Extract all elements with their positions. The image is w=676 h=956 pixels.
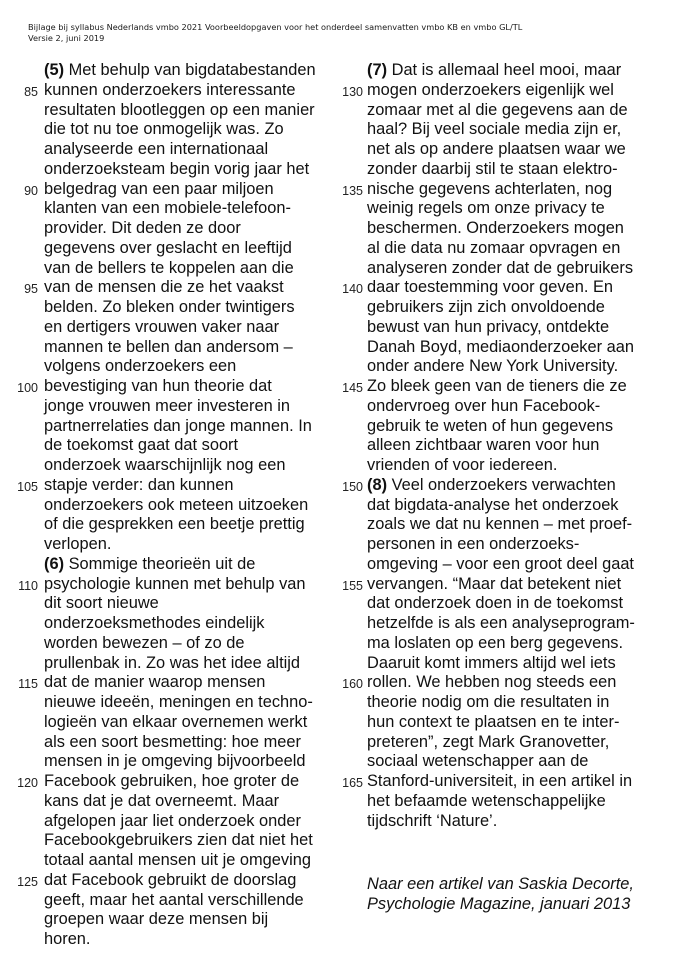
line-body: sociaal wetenschapper aan de xyxy=(367,752,589,771)
line-body: psychologie kunnen met behulp van xyxy=(44,574,306,593)
line-text xyxy=(367,259,633,279)
text-line xyxy=(330,397,676,417)
line-text xyxy=(44,61,316,81)
line-body: volgens onderzoekers een xyxy=(44,357,237,376)
line-text xyxy=(367,199,605,219)
line-text xyxy=(367,140,626,160)
line-number: 150 xyxy=(342,479,363,494)
line-text xyxy=(367,456,557,476)
text-line xyxy=(0,338,335,358)
text-line xyxy=(330,239,676,259)
line-text xyxy=(44,456,285,476)
line-body: resultaten blootleggen op een manier xyxy=(44,100,315,119)
line-body: Zo bleek geen van de tieners die ze xyxy=(367,377,627,395)
text-line xyxy=(0,101,335,121)
text-line xyxy=(0,891,335,911)
line-text xyxy=(367,318,609,338)
line-text xyxy=(367,338,634,358)
line-text xyxy=(44,436,238,456)
line-text xyxy=(44,496,308,516)
text-line xyxy=(0,831,335,851)
line-text xyxy=(44,278,284,298)
text-line xyxy=(330,357,676,377)
line-text xyxy=(44,239,292,259)
text-line xyxy=(0,456,335,476)
text-line xyxy=(0,81,335,101)
line-text xyxy=(367,219,624,239)
line-text xyxy=(44,910,268,930)
text-line xyxy=(0,61,335,81)
line-body: mogen onderzoekers eigenlijk wel xyxy=(367,80,614,99)
line-body: nische gegevens achterlaten, nog xyxy=(367,179,613,198)
text-line xyxy=(0,654,335,674)
line-body: onderzoekers ook meteen uitzoeken xyxy=(44,495,309,514)
line-body: daar toestemming voor geven. En xyxy=(367,278,613,297)
line-body: Stanford-universiteit, in een artikel in xyxy=(367,772,633,790)
text-line xyxy=(330,792,676,812)
text-line xyxy=(330,634,676,654)
line-text xyxy=(44,535,111,555)
line-body: hetzelfde is als een analyseprogram- xyxy=(367,614,635,632)
text-line xyxy=(0,476,335,496)
line-text xyxy=(367,733,609,753)
text-line xyxy=(0,496,335,516)
line-text xyxy=(44,101,315,121)
line-text xyxy=(367,417,613,437)
line-body: gebruikers zijn zich onvoldoende xyxy=(367,298,605,316)
line-body: verlopen. xyxy=(44,535,112,553)
text-line xyxy=(330,713,676,733)
text-line xyxy=(330,140,676,160)
line-number: 140 xyxy=(342,282,363,297)
line-body: dat Facebook gebruikt de doorslag xyxy=(44,870,297,889)
line-text xyxy=(367,634,623,654)
line-text xyxy=(367,792,606,812)
line-number: 155 xyxy=(342,578,363,593)
line-body: Met behulp van bigdatabestanden xyxy=(64,61,316,79)
line-body: nieuwe ideeën, meningen en techno- xyxy=(44,693,313,711)
line-text xyxy=(44,792,279,812)
line-body: vervangen. “Maar dat betekent niet xyxy=(367,574,622,593)
line-body: die tot nu toe onmogelijk was. Zo xyxy=(44,120,284,139)
header-title: Bijlage bij syllabus Nederlands vmbo 2021 Voorbeeldopgaven voor het onderdeel samenvatten vmbo KB en vmbo GL/TL xyxy=(28,22,523,32)
left-text-column xyxy=(0,61,335,950)
text-line xyxy=(0,851,335,871)
line-body: de toekomst gaat dat soort xyxy=(44,436,239,455)
text-line xyxy=(330,180,676,200)
line-number: 135 xyxy=(342,183,363,198)
line-body: of die gesprekken een beetje prettig xyxy=(44,515,305,534)
line-text xyxy=(367,397,600,417)
text-line xyxy=(0,614,335,634)
line-text xyxy=(44,515,305,535)
line-text xyxy=(367,101,628,121)
line-body: ondervroeg over hun Facebook- xyxy=(367,396,601,415)
line-text xyxy=(44,654,300,674)
line-body: gebruik te weten of hun gegevens xyxy=(367,416,614,435)
paragraph-number: (7) xyxy=(367,61,388,79)
text-line xyxy=(0,278,335,298)
line-body: het befaamde wetenschappelijke xyxy=(367,791,606,810)
line-body: mannen te bellen dan andersom – xyxy=(44,337,293,356)
text-line xyxy=(330,61,676,81)
text-line xyxy=(0,318,335,338)
line-text xyxy=(367,812,497,832)
line-text xyxy=(44,634,244,654)
line-body: dat bigdata-analyse het onderzoek xyxy=(367,495,619,514)
line-text xyxy=(367,772,632,792)
text-line xyxy=(0,673,335,693)
line-text xyxy=(44,357,236,377)
line-body: personen in een onderzoeks- xyxy=(367,535,580,553)
text-line xyxy=(330,594,676,614)
line-text xyxy=(44,81,296,101)
text-line xyxy=(330,456,676,476)
line-body: zonder daarbij stil te staan elektro- xyxy=(367,159,618,178)
text-line xyxy=(0,199,335,219)
line-text xyxy=(367,357,618,377)
line-text xyxy=(367,278,613,298)
line-number: 95 xyxy=(24,282,38,297)
line-body: partnerrelaties dan jonge mannen. In xyxy=(44,416,312,435)
source-citation xyxy=(367,875,634,915)
text-line xyxy=(0,397,335,417)
line-body: totaal aantal mensen uit je omgeving xyxy=(44,851,311,869)
text-line xyxy=(330,733,676,753)
line-body: onderzoeksteam begin vorig jaar het xyxy=(44,159,310,178)
line-body: dit soort nieuwe xyxy=(44,594,159,613)
text-line xyxy=(0,377,335,397)
line-body: omgeving – voor een groot deel gaat xyxy=(367,554,634,573)
line-number: 130 xyxy=(342,84,363,99)
line-text xyxy=(44,812,301,832)
line-body: groepen waar deze mensen bij xyxy=(44,910,269,929)
line-body: Facebookgebruikers zien dat niet het xyxy=(44,831,313,850)
line-text xyxy=(367,61,621,81)
line-text xyxy=(44,140,268,160)
header-version: Versie 2, juni 2019 xyxy=(28,33,105,43)
line-number: 105 xyxy=(17,479,38,494)
line-text xyxy=(44,772,299,792)
text-line xyxy=(330,338,676,358)
line-body: rollen. We hebben nog steeds een xyxy=(367,673,617,692)
line-body: analyseren zonder dat de gebruikers xyxy=(367,258,634,277)
text-line xyxy=(330,120,676,140)
line-text xyxy=(367,515,632,535)
line-body: ma loslaten op een berg gegevens. xyxy=(367,633,624,652)
line-body: logieën van elkaar overnemen werkt xyxy=(44,712,308,731)
line-body: van de mensen die ze het vaakst xyxy=(44,278,284,297)
text-line xyxy=(330,199,676,219)
line-body: dat onderzoek doen in de toekomst xyxy=(367,594,624,613)
line-body: zoals we dat nu kennen – met proef- xyxy=(367,515,633,534)
line-body: weinig regels om onze privacy te xyxy=(367,199,605,218)
line-number: 160 xyxy=(342,677,363,692)
line-text xyxy=(44,180,274,200)
line-text xyxy=(367,81,614,101)
text-line xyxy=(330,575,676,595)
line-text xyxy=(44,259,294,279)
text-line xyxy=(330,752,676,772)
line-body: worden bewezen – of zo de xyxy=(44,633,245,652)
text-line xyxy=(330,476,676,496)
line-body: als een soort besmetting: hoe meer xyxy=(44,732,301,751)
line-body: Daaruit komt immers altijd wel iets xyxy=(367,653,616,672)
line-text xyxy=(367,535,579,555)
line-body: tijdschrift ‘Nature’. xyxy=(367,811,498,830)
line-text xyxy=(367,180,612,200)
text-line xyxy=(330,417,676,437)
line-number: 115 xyxy=(18,677,38,692)
text-line xyxy=(330,377,676,397)
line-text xyxy=(367,673,616,693)
line-text xyxy=(367,436,599,456)
text-line xyxy=(330,81,676,101)
text-line xyxy=(330,298,676,318)
text-line xyxy=(0,812,335,832)
citation-author: Naar een artikel van Saskia Decorte, xyxy=(367,875,634,893)
text-line xyxy=(0,792,335,812)
document-header xyxy=(28,22,522,44)
line-body: al die data nu zomaar opvragen en xyxy=(367,238,621,257)
line-body: klanten van een mobiele-telefoon- xyxy=(44,199,291,218)
text-line xyxy=(0,594,335,614)
line-number: 165 xyxy=(342,776,363,790)
line-text xyxy=(367,555,634,575)
line-text xyxy=(367,120,621,140)
line-body: gegevens over geslacht en leeftijd xyxy=(44,238,292,257)
line-text xyxy=(367,298,605,318)
paragraph-number: (5) xyxy=(44,61,65,79)
text-line xyxy=(0,259,335,279)
line-body: geeft, maar het aantal verschillende xyxy=(44,890,304,909)
line-number: 90 xyxy=(24,183,38,198)
line-text xyxy=(44,831,313,851)
text-line xyxy=(0,910,335,930)
text-line xyxy=(330,515,676,535)
line-body: belgedrag van een paar miljoen xyxy=(44,179,274,198)
line-text xyxy=(44,219,241,239)
line-text xyxy=(367,693,609,713)
text-line xyxy=(330,673,676,693)
line-text xyxy=(367,614,635,634)
line-number: 120 xyxy=(17,776,38,790)
line-text xyxy=(367,476,616,496)
text-line xyxy=(0,140,335,160)
line-text xyxy=(367,377,627,397)
line-text xyxy=(44,891,304,911)
line-text xyxy=(44,614,265,634)
text-line xyxy=(0,713,335,733)
line-text xyxy=(44,555,255,575)
line-text xyxy=(44,199,291,219)
line-body: kans dat je dat overneemt. Maar xyxy=(44,791,280,810)
text-line xyxy=(0,535,335,555)
line-body: Dat is allemaal heel mooi, maar xyxy=(387,61,622,79)
text-line xyxy=(330,614,676,634)
line-body: belden. Zo bleken onder twintigers xyxy=(44,298,295,316)
line-text xyxy=(367,575,621,595)
text-line xyxy=(0,693,335,713)
line-text xyxy=(44,397,290,417)
line-text xyxy=(367,239,620,259)
text-line xyxy=(330,318,676,338)
line-text xyxy=(44,733,301,753)
line-body: bevestiging van hun theorie dat xyxy=(44,377,272,395)
line-body: zomaar met al die gegevens aan de xyxy=(367,100,628,119)
line-body: haal? Bij veel sociale media zijn er, xyxy=(367,120,622,139)
line-body: dat de manier waarop mensen xyxy=(44,673,266,692)
line-body: stapje verder: dan kunnen xyxy=(44,475,234,494)
text-line xyxy=(330,101,676,121)
line-body: net als op andere plaatsen waar we xyxy=(367,140,626,158)
line-text xyxy=(367,752,588,772)
line-text xyxy=(367,713,619,733)
line-number: 145 xyxy=(342,381,363,395)
line-text xyxy=(44,318,279,338)
text-line xyxy=(330,160,676,180)
line-text xyxy=(44,930,90,950)
line-number: 110 xyxy=(18,578,38,593)
line-text xyxy=(44,120,284,140)
text-line xyxy=(330,555,676,575)
text-line xyxy=(0,930,335,950)
line-body: en dertigers vrouwen vaker naar xyxy=(44,317,280,336)
line-body: onderzoeksmethodes eindelijk xyxy=(44,614,265,632)
line-text xyxy=(367,594,623,614)
line-text xyxy=(44,476,234,496)
text-line xyxy=(0,298,335,318)
line-body: prullenbak in. Zo was het idee altijd xyxy=(44,653,301,672)
line-body: analyseerde een internationaal xyxy=(44,140,269,158)
text-line xyxy=(0,634,335,654)
text-line xyxy=(330,219,676,239)
line-text xyxy=(44,594,159,614)
text-line xyxy=(330,772,676,792)
line-body: beschermen. Onderzoekers mogen xyxy=(367,219,624,237)
line-body: afgelopen jaar liet onderzoek onder xyxy=(44,811,301,830)
line-body: van de bellers te koppelen aan die xyxy=(44,258,294,277)
line-body: alleen zichtbaar waren voor hun xyxy=(367,436,600,455)
line-text xyxy=(44,377,272,397)
line-text xyxy=(44,713,307,733)
text-line xyxy=(0,555,335,575)
text-line xyxy=(0,515,335,535)
line-body: preteren”, zegt Mark Granovetter, xyxy=(367,732,610,751)
text-line xyxy=(330,693,676,713)
paragraph-number: (6) xyxy=(44,554,65,573)
text-line xyxy=(0,436,335,456)
line-text xyxy=(44,752,306,772)
line-text xyxy=(44,575,306,595)
line-body: provider. Dit deden ze door xyxy=(44,219,241,237)
line-body: theorie nodig om die resultaten in xyxy=(367,693,610,711)
line-body: onderzoek waarschijnlijk nog een xyxy=(44,456,286,474)
line-number: 100 xyxy=(17,381,38,395)
line-body: vrienden of voor iedereen. xyxy=(367,456,558,474)
text-line xyxy=(0,733,335,753)
line-text xyxy=(44,693,313,713)
line-text xyxy=(44,851,311,871)
line-body: Sommige theorieën uit de xyxy=(64,554,256,573)
citation-publication: Psychologie Magazine, januari 2013 xyxy=(367,894,631,913)
line-text xyxy=(44,160,309,180)
paragraph-number: (8) xyxy=(367,475,388,494)
line-body: bewust van hun privacy, ontdekte xyxy=(367,317,610,336)
line-body: Danah Boyd, mediaonderzoeker aan xyxy=(367,337,634,356)
text-line xyxy=(330,496,676,516)
line-body: kunnen onderzoekers interessante xyxy=(44,80,296,99)
text-line xyxy=(0,417,335,437)
line-body: Facebook gebruiken, hoe groter de xyxy=(44,772,300,790)
line-text xyxy=(44,338,293,358)
text-line xyxy=(330,654,676,674)
text-line xyxy=(0,239,335,259)
line-text xyxy=(44,298,295,318)
text-line xyxy=(0,219,335,239)
line-number: 85 xyxy=(24,84,38,99)
line-body: onder andere New York University. xyxy=(367,357,619,376)
text-line xyxy=(0,772,335,792)
text-line xyxy=(0,180,335,200)
line-number: 125 xyxy=(17,874,38,889)
text-line xyxy=(330,278,676,298)
text-line xyxy=(0,357,335,377)
text-line xyxy=(0,120,335,140)
right-text-column xyxy=(330,61,676,831)
line-text xyxy=(44,673,265,693)
line-text xyxy=(44,871,296,891)
line-body: horen. xyxy=(44,930,91,948)
text-line xyxy=(330,436,676,456)
line-text xyxy=(367,160,618,180)
text-line xyxy=(330,812,676,832)
line-text xyxy=(367,654,616,674)
line-body: Veel onderzoekers verwachten xyxy=(387,475,616,494)
text-line xyxy=(0,575,335,595)
line-body: hun context te plaatsen en te inter- xyxy=(367,712,620,731)
line-body: mensen in je omgeving bijvoorbeeld xyxy=(44,752,306,771)
line-text xyxy=(44,417,312,437)
text-line xyxy=(0,752,335,772)
text-line xyxy=(0,871,335,891)
line-body: jonge vrouwen meer investeren in xyxy=(44,396,290,415)
line-text xyxy=(367,496,619,516)
text-line xyxy=(330,535,676,555)
text-line xyxy=(0,160,335,180)
text-line xyxy=(330,259,676,279)
